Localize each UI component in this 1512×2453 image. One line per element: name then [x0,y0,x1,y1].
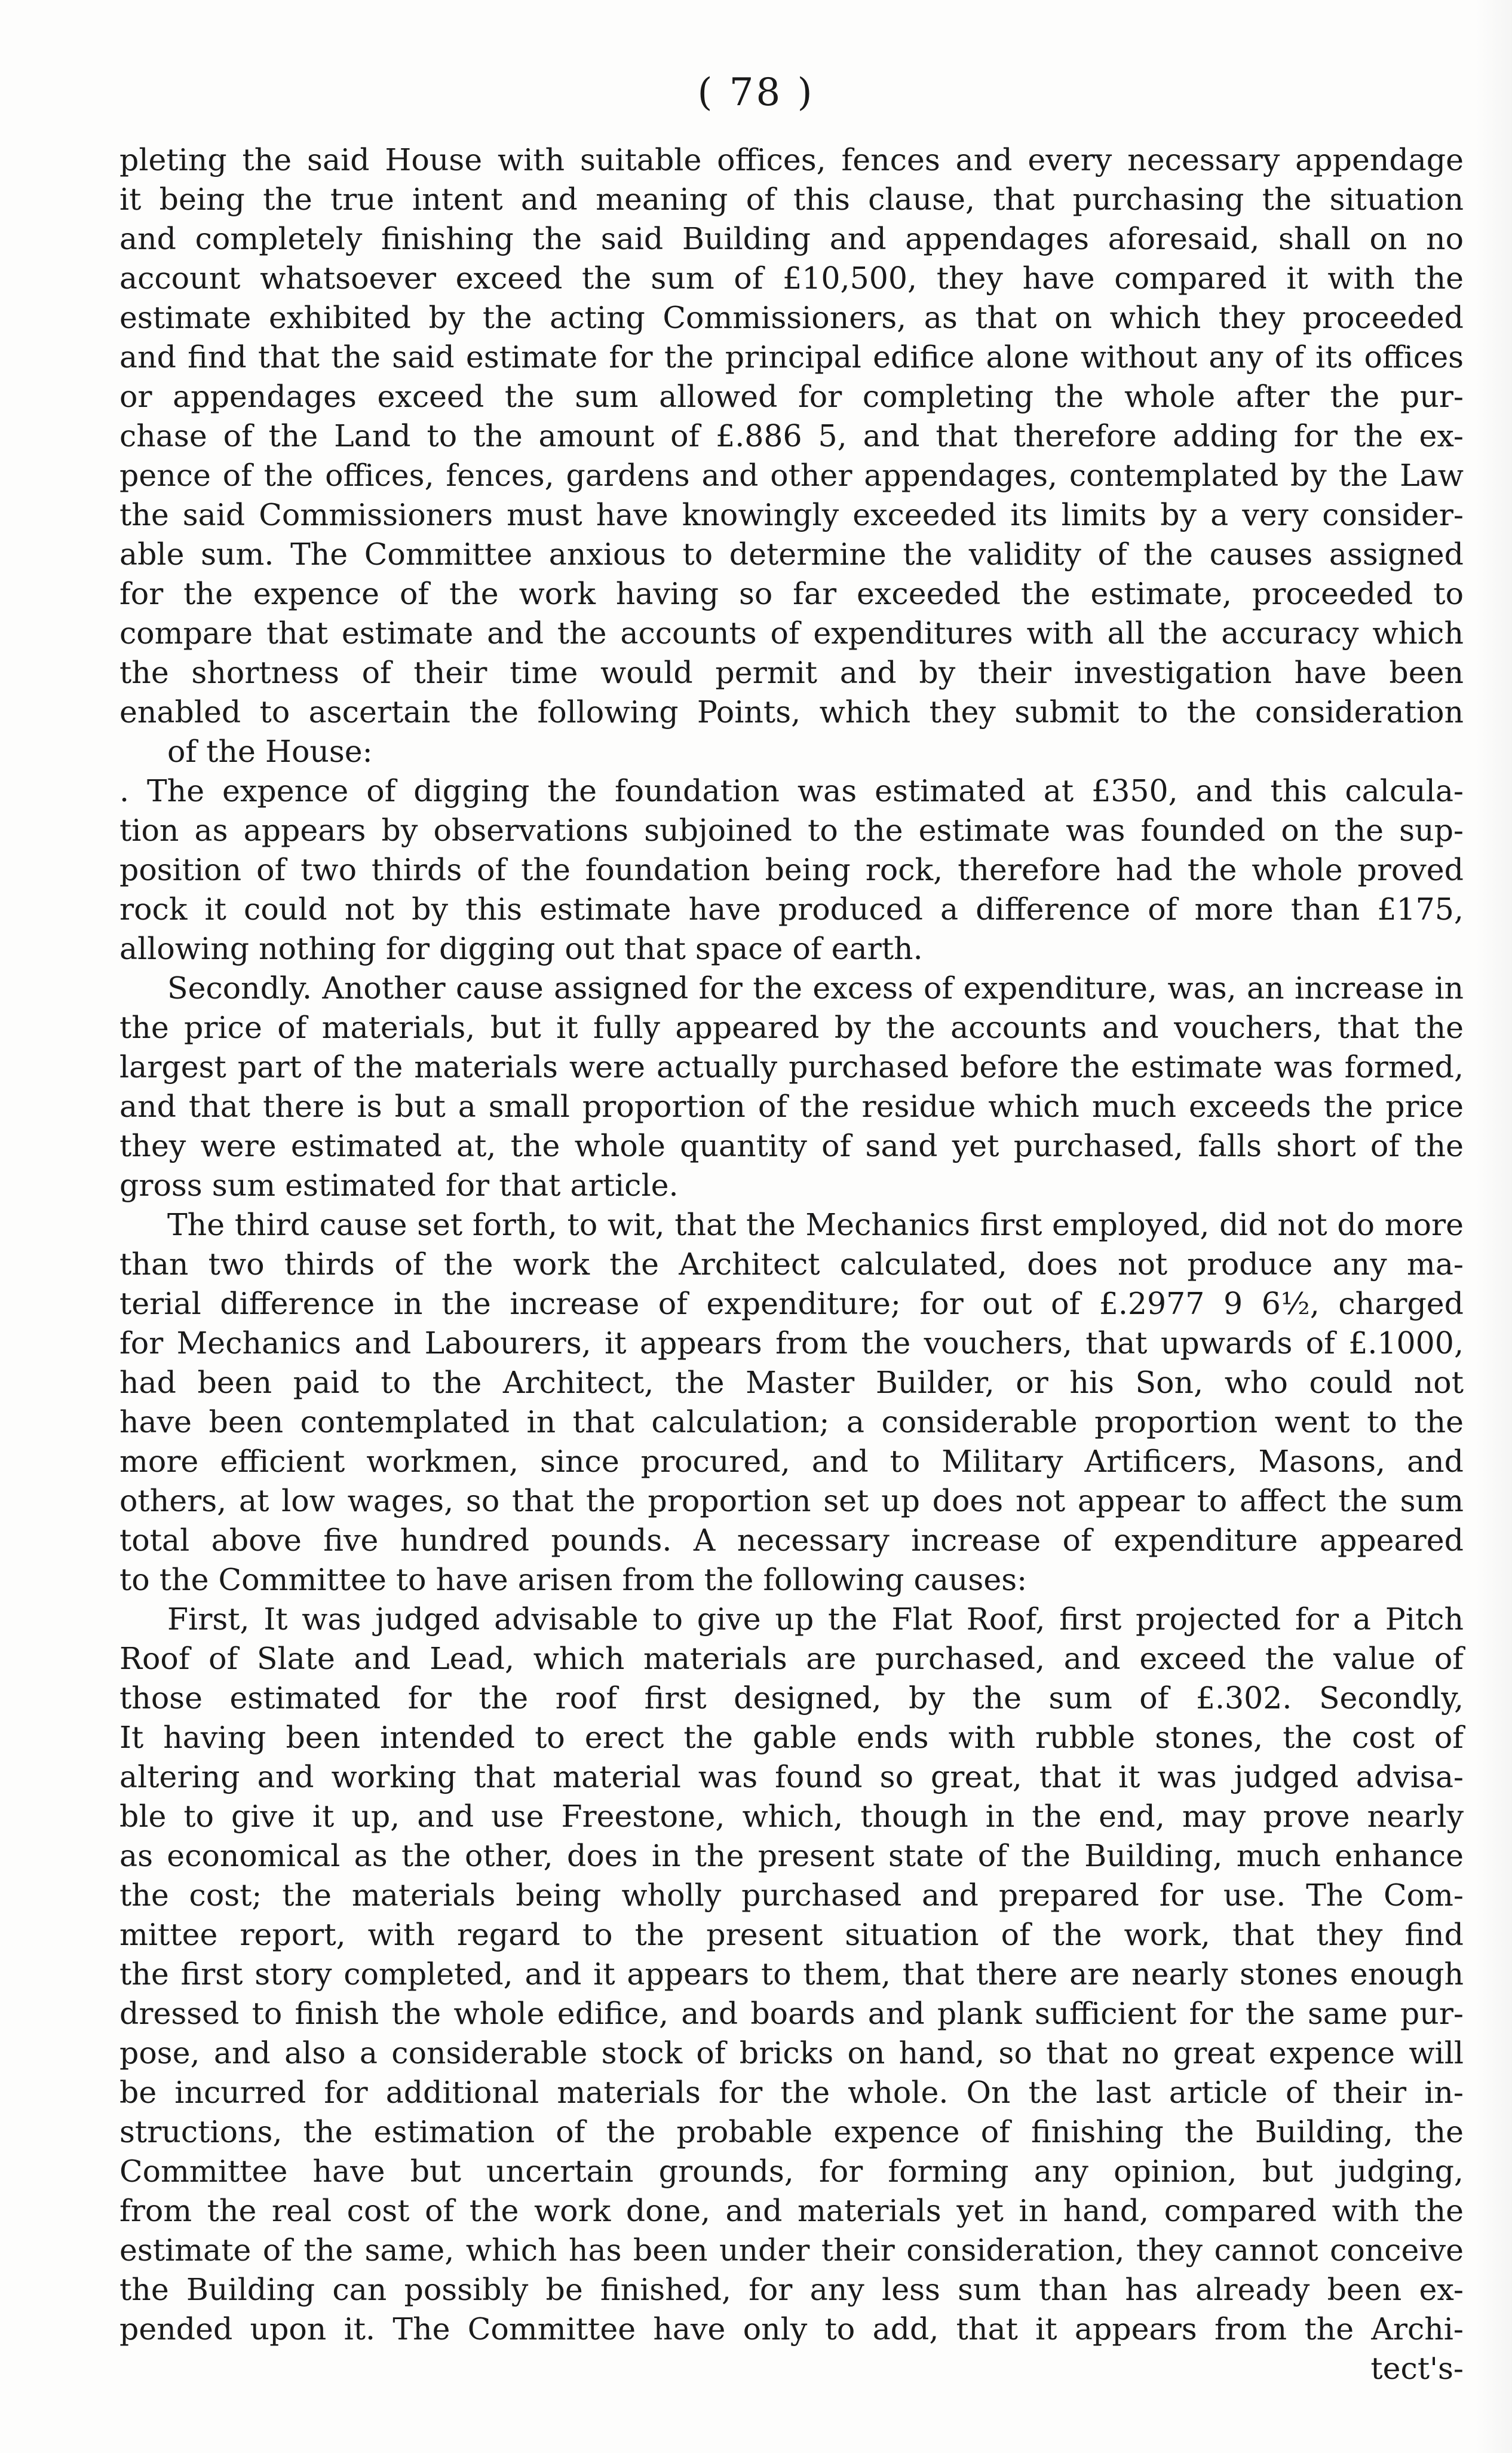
text-line: those estimated for the roof first designed, by the sum of £.302. Secondly, [119,1680,1464,1716]
text-line: and completely finishing the said Building and appendages aforesaid, shall on no [119,221,1464,256]
text-line: pose, and also a considerable stock of bricks on hand, so that no great expence will [119,2035,1464,2071]
text-line: able sum. The Committee anxious to determine the validity of the causes assigned [119,537,1464,572]
text-line: the first story completed, and it appears to them, that there are nearly stones enough [119,1956,1464,1992]
text-line: the Building can possibly be finished, for any less sum than has already been ex- [119,2272,1464,2307]
text-line: position of two thirds of the foundation being rock, therefore had the whole proved [119,852,1464,887]
text-line: terial difference in the increase of expenditure; for out of £.2977 9 6½, charged [119,1286,1464,1321]
text-line: structions, the estimation of the probable expence of finishing the Building, the [119,2114,1464,2149]
text-line: First, It was judged advisable to give up the Flat Roof, first projected for a Pitch [167,1601,1464,1637]
text-line: It having been intended to erect the gable ends with rubble stones, the cost of [119,1720,1464,1755]
text-line: or appendages exceed the sum allowed for completing the whole after the pur- [119,379,1464,414]
text-line: tion as appears by observations subjoined to the estimate was founded on the sup- [119,813,1464,848]
text-line: and that there is but a small proportion of the residue which much exceeds the price [119,1089,1464,1124]
text-line: estimate exhibited by the acting Commissioners, as that on which they proceeded [119,300,1464,335]
text-line: Committee have but uncertain grounds, for forming any opinion, but judging, [119,2154,1464,2189]
text-line: than two thirds of the work the Architect calculated, does not produce any ma- [119,1247,1464,1282]
text-line: to the Committee to have arisen from the following causes: [119,1562,1028,1597]
text-line: compare that estimate and the accounts of expenditures with all the accuracy which [119,615,1464,651]
text-line: total above five hundred pounds. A necessary increase of expenditure appeared [119,1523,1464,1558]
text-line: estimate of the same, which has been under their consideration, they cannot conceive [119,2232,1464,2268]
text-line: Roof of Slate and Lead, which materials are purchased, and exceed the value of [119,1641,1464,1676]
scan-edge-shadow [1476,0,1512,2453]
text-line: and find that the said estimate for the principal edifice alone without any of its offices [119,339,1464,375]
text-line: gross sum estimated for that article. [119,1168,679,1203]
text-line: it being the true intent and meaning of this clause, that purchasing the situation [119,182,1464,217]
text-line: as economical as the other, does in the present state of the Building, much enhance [119,1838,1464,1873]
text-line: . The expence of digging the foundation was estimated at £350, and this calcula- [119,773,1464,809]
text-line: others, at low wages, so that the proportion set up does not appear to affect the sum [119,1483,1464,1518]
text-line: the price of materials, but it fully appeared by the accounts and vouchers, that the [119,1010,1464,1045]
text-line: of the House: [167,734,373,769]
text-line: rock it could not by this estimate have produced a difference of more than £175, [119,892,1464,927]
text-line: altering and working that material was found so great, that it was judged advisa- [119,1759,1464,1794]
text-line: The third cause set forth, to wit, that the Mechanics first employed, did not do more [167,1207,1464,1242]
text-line: the cost; the materials being wholly purchased and prepared for use. The Com- [119,1878,1464,1913]
text-line: dressed to finish the whole edifice, and boards and plank sufficient for the same pur- [119,1996,1464,2031]
text-line: more efficient workmen, since procured, and to Military Artificers, Masons, and [119,1444,1464,1479]
text-line: the shortness of their time would permit and by their investigation have been [119,655,1464,690]
text-line: the said Commissioners must have knowingly exceeded its limits by a very consider- [119,497,1464,532]
text-line: pended upon it. The Committee have only to add, that it appears from the Archi- [119,2311,1464,2347]
text-line: have been contemplated in that calculation; a considerable proportion went to the [119,1404,1464,1440]
text-line: from the real cost of the work done, and materials yet in hand, compared with the [119,2193,1464,2228]
text-line: largest part of the materials were actually purchased before the estimate was formed, [119,1049,1464,1085]
text-line: account whatsoever exceed the sum of £10,500, they have compared it with the [119,261,1464,296]
text-line: they were estimated at, the whole quantity of sand yet purchased, falls short of the [119,1128,1464,1163]
text-line: Secondly. Another cause assigned for the excess of expenditure, was, an increase in [167,970,1464,1006]
catchword: tect's- [1370,2351,1464,2386]
text-line: for the expence of the work having so far exceeded the estimate, proceeded to [119,576,1464,611]
body-text [119,140,1464,2388]
text-line: allowing nothing for digging out that space of earth. [119,931,923,966]
text-line: ble to give it up, and use Freestone, which, though in the end, may prove nearly [119,1799,1464,1834]
text-line: be incurred for additional materials for the whole. On the last article of their in- [119,2075,1464,2110]
text-line: pleting the said House with suitable offices, fences and every necessary appendage [119,142,1464,177]
text-line: pence of the offices, fences, gardens and other appendages, contemplated by the Law [119,458,1464,493]
text-line: enabled to ascertain the following Points, which they submit to the consideration [119,694,1464,730]
text-line: mittee report, with regard to the present situation of the work, that they find [119,1917,1464,1952]
text-line: for Mechanics and Labourers, it appears from the vouchers, that upwards of £.1000, [119,1325,1464,1361]
page-number: ( 78 ) [697,71,815,115]
text-line: had been paid to the Architect, the Master Builder, or his Son, who could not [119,1365,1464,1400]
text-line: chase of the Land to the amount of £.886 5, and that therefore adding for the ex- [119,418,1464,454]
